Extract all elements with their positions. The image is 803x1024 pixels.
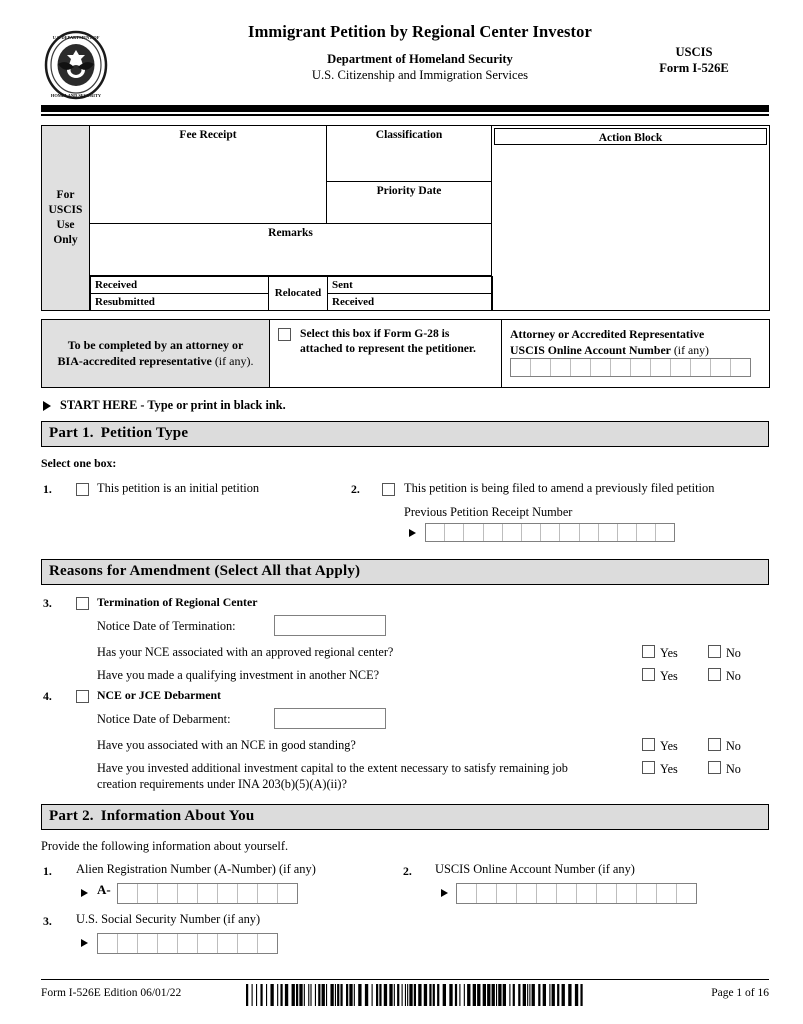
received-label: Received [95,278,138,291]
additional-capital-question-line1: Have you invested additional investment capital to the extent necessary to satisfy remaining job [97,761,568,775]
no-label: No [726,646,741,660]
barcode-icon [246,984,586,1010]
resubmitted-cell[interactable] [91,293,269,310]
part-2-items [41,862,769,952]
initial-petition-checkbox[interactable] [76,483,89,496]
comb-cell[interactable] [531,359,551,376]
part-2-intro: Provide the following information about yourself. [41,839,289,853]
comb-cell[interactable] [551,359,571,376]
amendment-item-3 [41,595,769,688]
qualifying-investment-yes-option[interactable] [642,668,678,684]
start-here-text: START HERE - Type or print in black ink. [60,398,286,412]
part-1-number: Part 1. [49,425,94,441]
comb-cell[interactable] [711,359,731,376]
uscis-account-label: USCIS Online Account Number (if any) [435,862,635,876]
comb-cell[interactable] [637,884,657,903]
nce-good-standing-yes-checkbox[interactable] [642,738,655,751]
remarks-label: Remarks [268,226,313,239]
attorney-account-cell [502,320,770,388]
form-header [41,0,769,100]
qualifying-investment-no-checkbox[interactable] [708,668,721,681]
attorney-instruction-line2 [50,354,261,370]
received-2-label: Received [332,295,375,308]
comb-cell[interactable] [651,359,671,376]
comb-cell[interactable] [218,934,238,953]
comb-cell[interactable] [597,884,617,903]
a-number-prefix: A- [97,882,111,897]
start-here-line [41,398,769,413]
no-label: No [726,669,741,683]
part-1-title: Petition Type [100,425,189,441]
sent-label: Sent [332,278,353,291]
a-number-label: Alien Registration Number (A-Number) (if any) [76,862,316,876]
comb-cell[interactable] [541,524,560,541]
comb-cell[interactable] [557,884,577,903]
comb-cell[interactable] [517,884,537,903]
comb-cell[interactable] [477,884,497,903]
amend-petition-label: This petition is being filed to amend a previously filed petition [404,481,715,495]
comb-cell[interactable] [537,884,557,903]
uscis-account-number-input[interactable] [456,883,697,904]
attorney-account-label-line2 [510,343,761,359]
svg-text:U.S. DEPARTMENT OF: U.S. DEPARTMENT OF [52,35,100,40]
form-number: Form I-526E [659,61,729,75]
additional-capital-no-checkbox[interactable] [708,761,721,774]
comb-cell[interactable] [577,884,597,903]
page-number: Page 1 of 16 [711,987,769,999]
header-rule-thin [41,114,769,116]
termination-regional-center-label: Termination of Regional Center [97,595,258,609]
part-1-header [41,421,769,447]
classification-label: Classification [375,128,443,141]
priority-date-label: Priority Date [376,184,442,197]
label-line-2: USCIS [48,203,83,216]
triangle-pointer-icon [81,939,88,947]
nce-good-standing-no-checkbox[interactable] [708,738,721,751]
nce-approved-yes-option[interactable] [642,645,678,661]
comb-cell[interactable] [511,359,531,376]
additional-capital-question [97,761,627,792]
yes-label: Yes [660,762,678,776]
yes-label: Yes [660,739,678,753]
notice-date-termination-input[interactable] [274,615,386,636]
comb-cell[interactable] [457,884,477,903]
comb-cell[interactable] [158,884,178,903]
comb-cell[interactable] [591,359,611,376]
notice-date-debarment-label: Notice Date of Debarment: [97,712,231,726]
additional-capital-yes-option[interactable] [642,761,678,777]
yes-label: Yes [660,646,678,660]
additional-capital-yes-checkbox[interactable] [642,761,655,774]
item-1-number: 1. [43,482,52,496]
comb-cell[interactable] [691,359,711,376]
comb-cell[interactable] [158,934,178,953]
additional-capital-no-option[interactable] [708,761,741,777]
account-number-text: USCIS Online Account Number [510,342,671,357]
ssn-label: U.S. Social Security Number (if any) [76,912,261,926]
comb-cell[interactable] [238,884,258,903]
action-block-inner [494,128,767,145]
triangle-pointer-icon [43,401,51,411]
attorney-section [41,319,770,388]
termination-regional-center-checkbox[interactable] [76,597,89,610]
comb-cell[interactable] [571,359,591,376]
triangle-pointer-icon [81,889,88,897]
label-line-4: Only [53,233,78,246]
header-rule-thick [41,105,769,112]
no-label: No [726,762,741,776]
g28-label: Select this box if Form G-28 is attached to represent the petitioner. [300,327,476,355]
p2-item-1-number: 1. [43,864,52,878]
yes-label: Yes [660,669,678,683]
initial-petition-label: This petition is an initial petition [97,481,260,495]
amendment-title: Reasons for Amendment (Select All that Apply) [49,563,361,579]
part-2-title: Information About You [100,808,255,824]
agency-name: U.S. Citizenship and Immigration Services [311,68,529,82]
form-edition: Form I-526E Edition 06/01/22 [41,987,182,999]
for-uscis-use-only-label [42,125,90,311]
comb-cell[interactable] [522,524,541,541]
part-1-items [41,481,769,543]
amendment-item-4 [41,688,769,798]
comb-cell[interactable] [178,934,198,953]
comb-cell[interactable] [657,884,677,903]
p2-item-3-number: 3. [43,914,52,928]
comb-cell[interactable] [580,524,599,541]
attorney-account-number-input[interactable] [510,358,751,377]
svg-text:HOMELAND SECURITY: HOMELAND SECURITY [50,93,102,98]
comb-cell[interactable] [118,884,138,903]
part-2-number: Part 2. [49,808,94,824]
footer-divider [41,979,769,980]
comb-cell[interactable] [445,524,464,541]
received-rows-group [90,275,492,311]
nce-approved-regional-center-question: Has your NCE associated with an approved regional center? [97,645,394,659]
amendment-header [41,559,769,585]
label-line-3: Use [56,218,75,231]
nce-approved-yes-checkbox[interactable] [642,645,655,658]
comb-cell[interactable] [258,884,278,903]
comb-cell[interactable] [238,934,258,953]
previous-receipt-number-input[interactable] [425,523,675,542]
label-line-1: For [56,188,75,201]
comb-cell[interactable] [503,524,522,541]
item-2-number: 2. [351,482,360,496]
uscis-use-only-table [41,125,770,312]
nce-jce-debarment-checkbox[interactable] [76,690,89,703]
comb-cell[interactable] [118,934,138,953]
attorney-account-label-line1: Attorney or Accredited Representative [510,327,705,341]
form-title: Immigrant Petition by Regional Center Investor [248,22,592,41]
comb-cell[interactable] [278,884,297,903]
p2-item-2-number: 2. [403,864,412,878]
qualifying-investment-question: Have you made a qualifying investment in another NCE? [97,668,380,682]
received-2-cell[interactable] [328,293,493,310]
comb-cell[interactable] [198,934,218,953]
comb-cell[interactable] [258,934,277,953]
comb-cell[interactable] [218,884,238,903]
nce-approved-no-option[interactable] [708,645,741,661]
qualifying-investment-yes-checkbox[interactable] [642,668,655,681]
select-one-box-label: Select one box: [41,456,117,470]
fee-receipt-cell[interactable] [90,125,327,223]
comb-cell[interactable] [617,884,637,903]
comb-cell[interactable] [178,884,198,903]
triangle-pointer-icon [441,889,448,897]
comb-cell[interactable] [198,884,218,903]
triangle-pointer-icon [409,529,416,537]
relocated-cell[interactable] [269,276,328,310]
bia-ifany: (if any). [211,353,254,368]
previous-receipt-label: Previous Petition Receipt Number [404,505,573,519]
comb-cell[interactable] [426,524,445,541]
item-3-number: 3. [43,596,52,610]
notice-date-debarment-input[interactable] [274,708,386,729]
department-name: Department of Homeland Security [327,52,513,66]
additional-capital-question-line2: creation requirements under INA 203(b)(5)(A)(ii)? [97,776,347,791]
form-id-block [619,44,769,76]
item-4-number: 4. [43,689,52,703]
attorney-instruction-line1: To be completed by an attorney or [67,338,244,352]
priority-date-cell[interactable] [327,181,492,223]
received-cell[interactable] [91,276,269,293]
comb-cell[interactable] [731,359,750,376]
comb-cell[interactable] [138,934,158,953]
action-block-cell[interactable] [492,125,770,311]
fee-receipt-label: Fee Receipt [179,128,237,141]
part-2-header [41,804,769,830]
qualifying-investment-no-option[interactable] [708,668,741,684]
comb-cell[interactable] [599,524,618,541]
comb-cell[interactable] [631,359,651,376]
comb-cell[interactable] [611,359,631,376]
form-page [41,0,769,1024]
comb-cell[interactable] [656,524,674,541]
sent-cell[interactable] [328,276,493,293]
comb-cell[interactable] [637,524,656,541]
nce-good-standing-no-option[interactable] [708,738,741,754]
bia-text: BIA-accredited representative [57,353,212,368]
attorney-instruction-cell [42,320,270,388]
classification-cell[interactable] [327,125,492,181]
comb-cell[interactable] [138,884,158,903]
g28-cell[interactable] [270,320,502,388]
nce-good-standing-yes-option[interactable] [642,738,678,754]
comb-cell[interactable] [618,524,637,541]
nce-approved-no-checkbox[interactable] [708,645,721,658]
comb-cell[interactable] [671,359,691,376]
nce-jce-debarment-label: NCE or JCE Debarment [97,688,221,702]
comb-cell[interactable] [98,934,118,953]
action-block-label: Action Block [598,131,663,144]
ssn-input[interactable] [97,933,278,954]
amend-petition-checkbox[interactable] [382,483,395,496]
comb-cell[interactable] [484,524,503,541]
remarks-cell[interactable] [90,223,492,275]
comb-cell[interactable] [497,884,517,903]
g28-checkbox[interactable] [278,328,291,341]
no-label: No [726,739,741,753]
resubmitted-label: Resubmitted [95,295,155,308]
notice-date-termination-label: Notice Date of Termination: [97,619,236,633]
comb-cell[interactable] [560,524,579,541]
nce-good-standing-question: Have you associated with an NCE in good standing? [97,738,356,752]
a-number-input[interactable] [117,883,298,904]
comb-cell[interactable] [677,884,696,903]
account-ifany: (if any) [670,342,709,357]
comb-cell[interactable] [464,524,483,541]
uscis-label: USCIS [675,45,713,59]
relocated-label: Relocated [274,287,322,299]
